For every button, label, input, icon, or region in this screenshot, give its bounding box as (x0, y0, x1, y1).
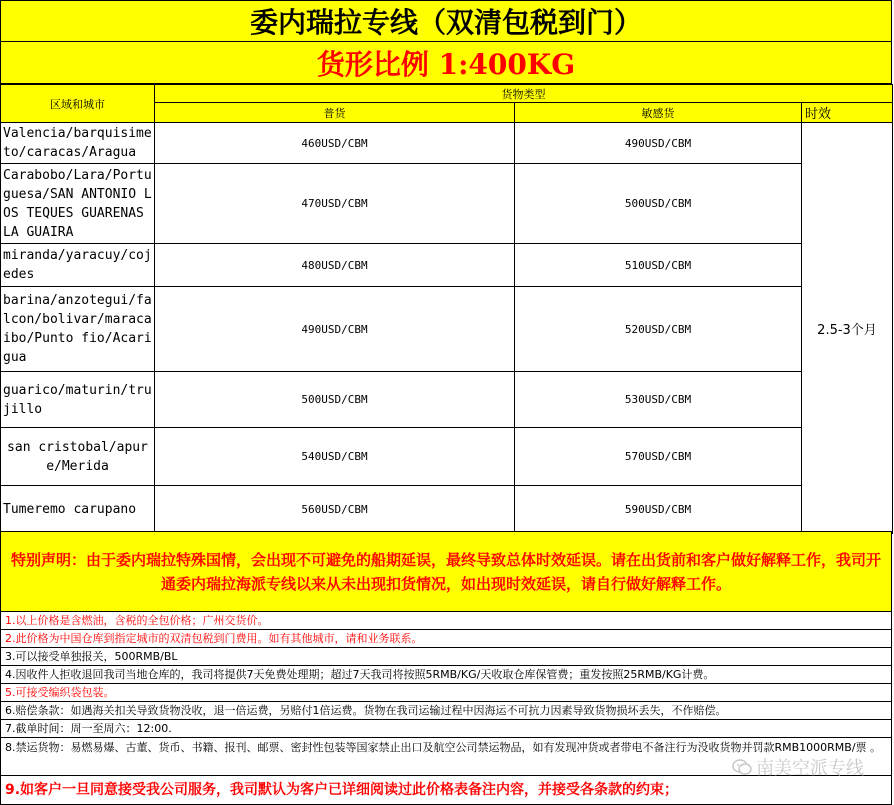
notice-text: 特别声明：由于委内瑞拉特殊国情，会出现不可避免的船期延误，最终导致总体时效延误。请在出货前和客户做好解释工作，我司开通委内瑞拉海派专线以来从未出现扣货情况，如出现时效延误，请自行做好解释工作。 (10, 550, 881, 593)
general-price: 540USD/CBM (155, 428, 515, 486)
region-cell: Valencia/barquisimeto/caracas/Aragua (1, 123, 155, 164)
sensitive-price: 510USD/CBM (515, 244, 802, 287)
region-cell: guarico/maturin/trujillo (1, 372, 155, 428)
sensitive-price: 570USD/CBM (515, 428, 802, 486)
sensitive-price: 500USD/CBM (515, 164, 802, 244)
general-price: 500USD/CBM (155, 372, 515, 428)
watermark (732, 754, 864, 780)
general-price: 490USD/CBM (155, 287, 515, 372)
ratio-banner: 货形比例 1:400KG (0, 42, 892, 84)
term-item: 3.可以接受单独报关，500RMB/BL (0, 648, 892, 666)
region-cell: Carabobo/Lara/Portuguesa/SAN ANTONIO LOS TEQUES GUARENAS LA GUAIRA (1, 164, 155, 244)
general-price: 480USD/CBM (155, 244, 515, 287)
table-row (1, 428, 893, 486)
term-item: 4.因收件人拒收退回我司当地仓库的，我司将提供7天免费处理期；超过7天我司将按照5RMB/KG/天收取仓库保管费；重发按照25RMB/KG计费。 (0, 666, 892, 684)
sensitive-price: 530USD/CBM (515, 372, 802, 428)
term-item: 7.截单时间：周一至周六：12:00. (0, 720, 892, 738)
term-item: 9.如客户一旦同意接受我公司服务，我司默认为客户已详细阅读过此价格表备注内容，并接受各条款的约束； (0, 776, 892, 805)
table-row (1, 486, 893, 534)
table-row (1, 372, 893, 428)
header-sensitive: 敏感货 (515, 103, 802, 123)
region-cell: miranda/yaracuy/cojedes (1, 244, 155, 287)
term-item: 2.此价格为中国仓库到指定城市的双清包税到门费用。如有其他城市，请和业务联系。 (0, 630, 892, 648)
special-notice (0, 531, 892, 612)
sensitive-price: 520USD/CBM (515, 287, 802, 372)
general-price: 560USD/CBM (155, 486, 515, 534)
header-general: 普货 (155, 103, 515, 123)
term-item: 5.可接受编织袋包装。 (0, 684, 892, 702)
term-item: 8.禁运货物：易燃易爆、古董、货币、书籍、报刊、邮票、密封性包装等国家禁止出口及航空公司禁运物品，如有发现冲货或者带电不备注行为没收货物并罚款RMB1000RMB/票 。 (0, 738, 892, 776)
table-row (1, 244, 893, 287)
sensitive-price: 490USD/CBM (515, 123, 802, 164)
region-cell: san cristobal/apure/Merida (1, 428, 155, 486)
page-title: 委内瑞拉专线（双清包税到门） (0, 0, 892, 42)
table-row (1, 123, 893, 164)
general-price: 470USD/CBM (155, 164, 515, 244)
wechat-icon (732, 759, 752, 775)
rate-table (0, 84, 893, 534)
term-item: 6.赔偿条款：如遇海关扣关导致货物没收，退一倍运费，另赔付1倍运费。货物在我司运输过程中因海运不可抗力因素导致货物损坏丢失，不作赔偿。 (0, 702, 892, 720)
header-time: 时效 (802, 103, 893, 123)
region-cell: barina/anzotegui/falcon/bolivar/maracaibo/Punto fio/Acarigua (1, 287, 155, 372)
transit-time: 2.5-3个月 (802, 123, 893, 534)
table-row (1, 287, 893, 372)
general-price: 460USD/CBM (155, 123, 515, 164)
term-item: 1.以上价格是含燃油，含税的全包价格；广州交货价。 (0, 612, 892, 630)
table-row (1, 164, 893, 244)
sensitive-price: 590USD/CBM (515, 486, 802, 534)
header-cargo-type: 货物类型 (155, 85, 893, 103)
region-cell: Tumeremo carupano (1, 486, 155, 534)
header-region: 区域和城市 (1, 85, 155, 123)
watermark-text: 南美空派专线 (756, 758, 864, 779)
